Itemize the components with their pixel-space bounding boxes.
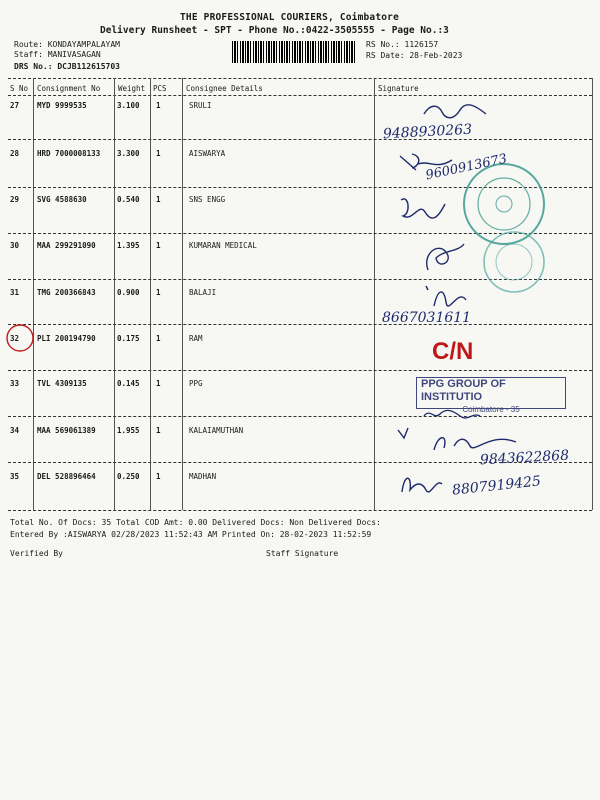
red-circle-mark	[4, 322, 38, 356]
col-divider	[150, 78, 151, 510]
row-consignment: HRD 7000008133	[37, 149, 101, 158]
staff-label: Staff: MANIVASAGAN	[14, 50, 101, 59]
row-sno: 32	[10, 334, 20, 343]
row-weight: 0.250	[117, 472, 140, 481]
row-consignment: PLI 200194790	[37, 334, 96, 343]
row-sno: 31	[10, 288, 20, 297]
institution-stamp-line2: Coimbatore - 35	[462, 405, 520, 414]
institution-stamp	[416, 377, 566, 414]
handwritten-phone: 9600913673	[424, 151, 509, 184]
col-header-consignee: Consignee Details	[186, 84, 263, 93]
row-sno: 27	[10, 101, 20, 110]
signature-scribble	[420, 100, 490, 124]
row-rule	[8, 324, 592, 325]
row-consignment: MAA 299291090	[37, 241, 96, 250]
row-weight: 1.955	[117, 426, 140, 435]
row-weight: 3.300	[117, 149, 140, 158]
col-header-weight: Weight	[118, 84, 146, 93]
row-consignment: DEL 528896464	[37, 472, 96, 481]
row-weight: 0.900	[117, 288, 140, 297]
row-pcs: 1	[156, 379, 161, 388]
table-bottom-rule	[8, 510, 592, 511]
row-sno: 29	[10, 195, 20, 204]
drs-label: DRS No.: DCJB112615703	[14, 62, 120, 71]
col-header-consignment: Consignment No	[37, 84, 101, 93]
runsheet-subtitle: Delivery Runsheet - SPT - Phone No.:0422-3505555 - Page No.:3	[100, 25, 449, 36]
row-consignee: PPG	[189, 379, 203, 388]
col-header-pcs: PCS	[153, 84, 167, 93]
row-consignment: TVL 4309135	[37, 379, 87, 388]
row-sno: 34	[10, 426, 20, 435]
row-consignee: KUMARAN MEDICAL	[189, 241, 257, 250]
col-divider	[182, 78, 183, 510]
company-title: THE PROFESSIONAL COURIERS, Coimbatore	[180, 12, 400, 23]
signature-scribble	[420, 406, 484, 422]
staff-signature-label: Staff Signature	[266, 549, 339, 558]
row-weight: 1.395	[117, 241, 140, 250]
row-rule	[8, 416, 592, 417]
row-pcs: 1	[156, 426, 161, 435]
check-mark-scribble	[394, 424, 414, 444]
row-sno: 30	[10, 241, 20, 250]
col-header-signature: Signature	[378, 84, 419, 93]
signature-scribble	[395, 192, 449, 226]
handwritten-phone: 8667031611	[382, 310, 472, 326]
row-consignment: MAA 569061389	[37, 426, 96, 435]
col-divider	[374, 78, 375, 510]
col-divider	[592, 78, 593, 510]
row-consignee: SRULI	[189, 101, 212, 110]
row-consignee: AISWARYA	[189, 149, 226, 158]
table-top-rule	[8, 78, 592, 79]
row-pcs: 1	[156, 149, 161, 158]
entered-by-line: Entered By :AISWARYA 02/28/2023 11:52:43 AM Printed On: 28-02-2023 11:52:59	[10, 530, 372, 539]
row-pcs: 1	[156, 241, 161, 250]
row-consignment: SVG 4588630	[37, 195, 87, 204]
row-consignment: TMG 200366843	[37, 288, 96, 297]
totals-line: Total No. Of Docs: 35 Total COD Amt: 0.00 Delivered Docs: Non Delivered Docs:	[10, 518, 381, 527]
institution-stamp-line1: PPG GROUP OF INSTITUTIO	[421, 378, 506, 403]
row-sno: 35	[10, 472, 20, 481]
row-consignee: MADHAN	[189, 472, 217, 481]
row-pcs: 1	[156, 288, 161, 297]
row-pcs: 1	[156, 195, 161, 204]
round-seal-stamp	[478, 226, 550, 298]
row-weight: 0.540	[117, 195, 140, 204]
handwritten-phone: 9488930263	[382, 121, 473, 143]
row-pcs: 1	[156, 101, 161, 110]
verified-by-label: Verified By	[10, 549, 63, 558]
col-header-sno: S No	[10, 84, 29, 93]
route-label: Route: KONDAYAMPALAYAM	[14, 40, 120, 49]
row-consignment: MYD 9999535	[37, 101, 87, 110]
rs-number: RS No.: 1126157	[366, 40, 439, 49]
rs-date: RS Date: 28-Feb-2023	[366, 51, 463, 60]
row-rule	[8, 370, 592, 371]
signature-scribble	[398, 468, 444, 498]
header-rule	[8, 95, 592, 96]
row-pcs: 1	[156, 472, 161, 481]
handwritten-phone: 9843622868	[479, 447, 570, 469]
row-consignee: RAM	[189, 334, 203, 343]
row-weight: 0.145	[117, 379, 140, 388]
barcode	[232, 41, 355, 63]
signature-scribble	[418, 240, 468, 276]
row-pcs: 1	[156, 334, 161, 343]
row-consignee: KALAIAMUTHAN	[189, 426, 244, 435]
row-consignee: BALAJI	[189, 288, 217, 297]
col-divider	[33, 78, 34, 510]
row-rule	[8, 139, 592, 140]
row-sno: 33	[10, 379, 20, 388]
row-weight: 3.100	[117, 101, 140, 110]
row-consignee: SNS ENGG	[189, 195, 226, 204]
signature-scribble	[420, 280, 470, 310]
cn-mark: C/N	[432, 338, 474, 365]
row-weight: 0.175	[117, 334, 140, 343]
col-divider	[114, 78, 115, 510]
row-sno: 28	[10, 149, 20, 158]
handwritten-phone: 8807919425	[451, 473, 542, 499]
